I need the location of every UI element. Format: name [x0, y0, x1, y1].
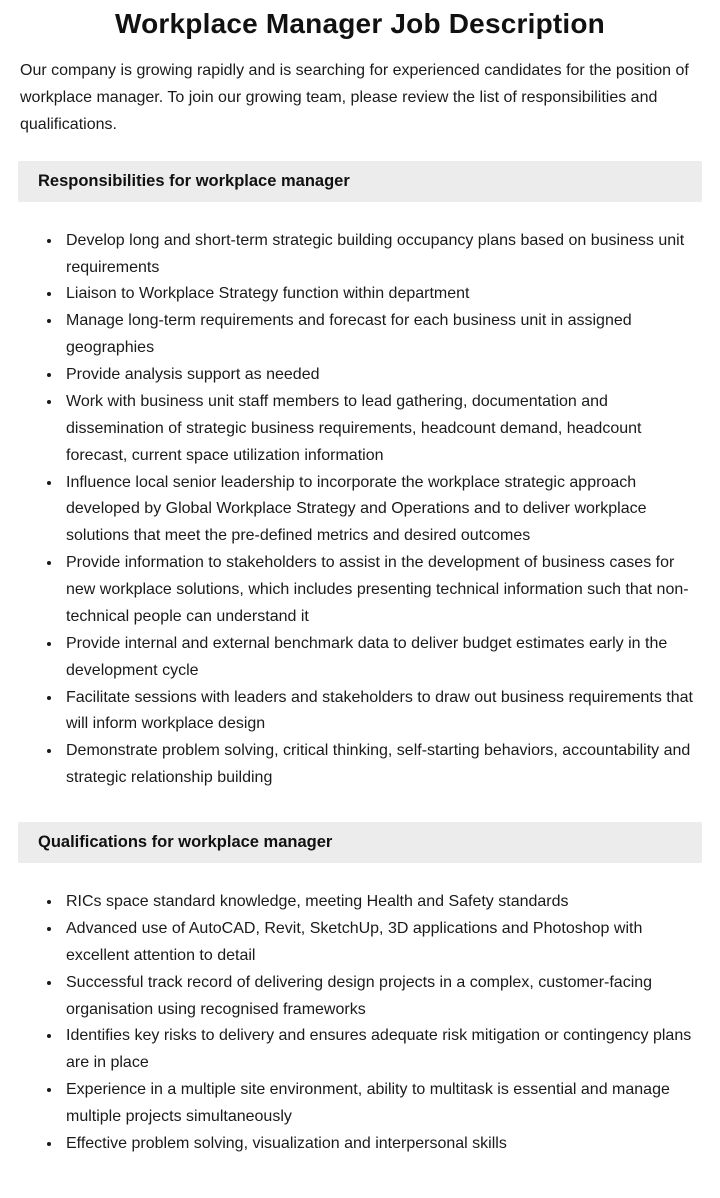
list-item: • Develop long and short-term strategic building occupancy plans based on business unit requirements	[62, 228, 700, 282]
list-item: • Experience in a multiple site environment, ability to multitask is essential and manage multiple projects simultaneously	[62, 1077, 700, 1131]
list-item: • Successful track record of delivering design projects in a complex, customer-facing organisation using recognised frameworks	[62, 970, 700, 1024]
qualifications-section-heading: Qualifications for workplace manager	[38, 833, 333, 851]
list-item: • Demonstrate problem solving, critical thinking, self-starting behaviors, accountability and strategic relationship building	[62, 738, 700, 792]
list-item: • RICs space standard knowledge, meeting Health and Safety standards	[62, 889, 700, 916]
list-item: • Identifies key risks to delivery and ensures adequate risk mitigation or contingency plans are in place	[62, 1023, 700, 1077]
responsibilities-section-heading: Responsibilities for workplace manager	[38, 171, 350, 190]
list-item: • Influence local senior leadership to incorporate the workplace strategic approach developed by Global Workplace Strategy and Operations and to deliver workplace solutions that meet the pre-defined metrics and desired outcomes	[62, 470, 700, 551]
qualifications-list	[20, 889, 700, 1158]
list-item: • Provide information to stakeholders to assist in the development of business cases for new workplace solutions, which includes presenting technical information such that non-technical people can understand it	[62, 550, 700, 631]
intro-paragraph: Our company is growing rapidly and is searching for experienced candidates for the position of workplace manager. To join our growing team, please review the list of responsibilities and qualifications.	[20, 62, 689, 133]
list-item: • Provide analysis support as needed	[62, 362, 700, 389]
list-item: • Liaison to Workplace Strategy function within department	[62, 281, 700, 308]
list-item: • Work with business unit staff members to lead gathering, documentation and dissemination of strategic business requirements, headcount demand, headcount forecast, current space utilization information	[62, 389, 700, 470]
responsibilities-list	[20, 228, 700, 792]
list-item: • Manage long-term requirements and forecast for each business unit in assigned geographies	[62, 308, 700, 362]
list-item: • Effective problem solving, visualization and interpersonal skills	[62, 1131, 700, 1158]
list-item: • Facilitate sessions with leaders and stakeholders to draw out business requirements that will inform workplace design	[62, 685, 700, 739]
qualifications-section-bar	[18, 822, 702, 863]
list-item: • Provide internal and external benchmark data to deliver budget estimates early in the development cycle	[62, 631, 700, 685]
list-item: • Advanced use of AutoCAD, Revit, SketchUp, 3D applications and Photoshop with excellent attention to detail	[62, 916, 700, 970]
page-title: Workplace Manager Job Description	[115, 8, 605, 39]
responsibilities-section-bar	[18, 161, 702, 202]
